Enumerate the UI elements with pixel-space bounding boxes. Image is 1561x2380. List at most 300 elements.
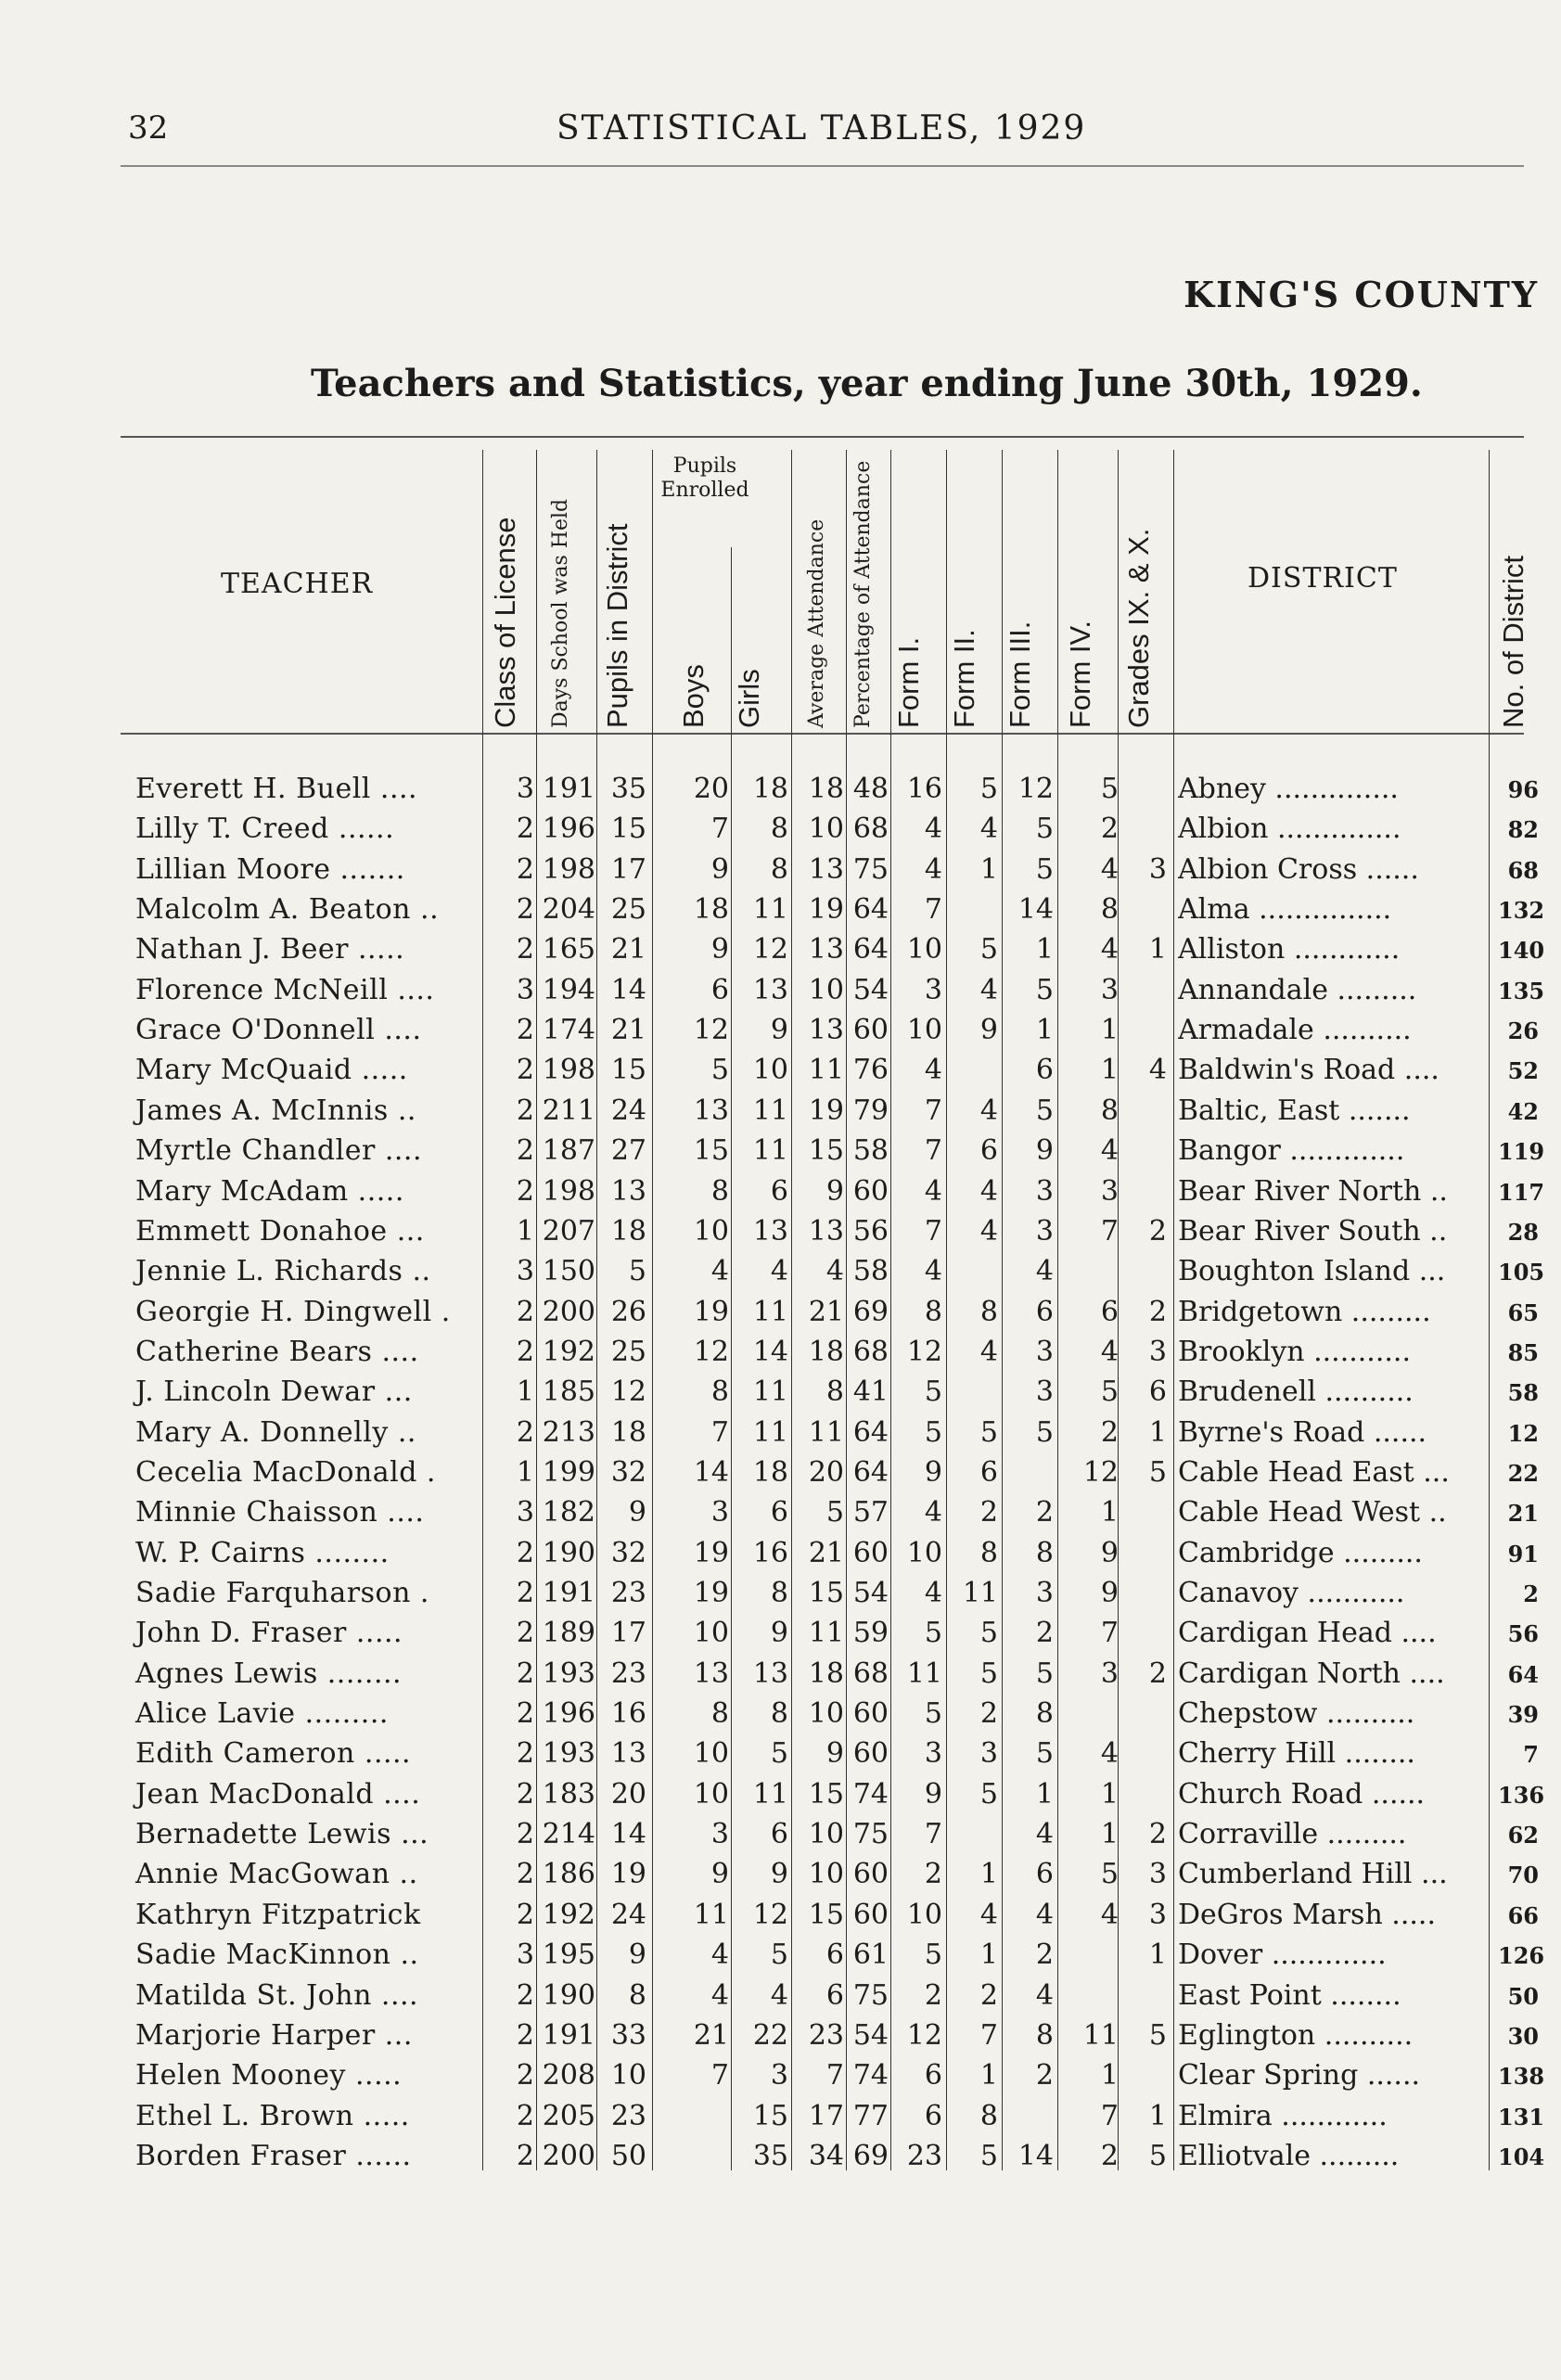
average-attendance-cell: 15	[808, 1134, 844, 1168]
form3-cell: 5	[1035, 813, 1054, 846]
table-row	[0, 1899, 1561, 1939]
form4-cell: 6	[1100, 1295, 1119, 1328]
form3-cell: 1	[1035, 933, 1054, 966]
teacher-name: W. P. Cairns ........	[135, 1536, 390, 1569]
form2-cell: 8	[979, 1295, 998, 1328]
class-of-license-cell: 1	[516, 1376, 534, 1409]
teacher-name: Emmett Donahoe ...	[135, 1214, 425, 1248]
pupils-in-district-cell: 23	[610, 1657, 646, 1690]
teacher-name: Lillian Moore .......	[135, 852, 405, 886]
header-boys: Boys	[677, 664, 710, 728]
form1-cell: 5	[924, 1376, 942, 1409]
girls-cell: 16	[752, 1536, 788, 1569]
table-row	[0, 1175, 1561, 1215]
form2-cell: 5	[979, 1777, 998, 1811]
average-attendance-cell: 5	[825, 1496, 844, 1529]
average-attendance-cell: 18	[808, 1335, 844, 1368]
girls-cell: 4	[770, 1978, 788, 2012]
boys-cell: 13	[693, 1657, 729, 1690]
header-days-school-held: Days School was Held	[549, 498, 572, 728]
form3-cell: 4	[1035, 1898, 1054, 1931]
district-no-cell: 140	[1498, 937, 1545, 965]
average-attendance-cell: 10	[808, 1818, 844, 1851]
girls-cell: 13	[752, 1657, 788, 1690]
district-cell: Cardigan Head ....	[1178, 1617, 1437, 1650]
form4-cell: 4	[1100, 933, 1119, 966]
table-row	[0, 1094, 1561, 1134]
boys-cell: 8	[710, 1697, 729, 1731]
district-no-cell: 28	[1507, 1218, 1539, 1246]
running-title: STATISTICAL TABLES, 1929	[557, 109, 1087, 147]
form4-cell: 3	[1100, 1174, 1119, 1208]
form3-cell: 3	[1035, 1214, 1054, 1248]
teacher-name: Grace O'Donnell ....	[135, 1014, 422, 1047]
pupils-in-district-cell: 23	[610, 2099, 646, 2132]
average-attendance-cell: 13	[808, 852, 844, 886]
district-no-cell: 70	[1507, 1862, 1539, 1889]
form4-cell: 4	[1100, 1335, 1119, 1368]
table-row	[0, 1215, 1561, 1255]
district-cell: Alma ...............	[1178, 893, 1392, 927]
form3-cell: 6	[1035, 1858, 1054, 1891]
pupils-in-district-cell: 21	[610, 933, 646, 966]
teacher-name: Matilda St. John ....	[135, 1978, 419, 2012]
district-no-cell: 64	[1507, 1660, 1539, 1688]
boys-cell: 7	[710, 813, 729, 846]
district-cell: Albion ..............	[1178, 813, 1401, 846]
district-no-cell: 66	[1507, 1901, 1539, 1929]
teacher-name: Lilly T. Creed ......	[135, 813, 395, 846]
district-no-cell: 62	[1507, 1822, 1539, 1849]
percentage-attendance-cell: 74	[852, 2059, 889, 2092]
days-held-cell: 150	[542, 1255, 595, 1288]
form3-cell: 2	[1035, 1617, 1054, 1650]
girls-cell: 18	[752, 1455, 788, 1489]
boys-cell: 9	[710, 852, 729, 886]
form4-cell: 5	[1100, 1376, 1119, 1409]
form1-cell: 6	[924, 2059, 942, 2092]
girls-cell: 11	[752, 1094, 788, 1127]
form2-cell: 4	[979, 813, 998, 846]
form3-cell: 4	[1035, 1818, 1054, 1851]
teacher-name: Everett H. Buell ....	[135, 773, 418, 805]
average-attendance-cell: 8	[825, 1376, 844, 1409]
boys-cell: 4	[710, 1255, 729, 1288]
boys-cell: 18	[693, 893, 729, 927]
form3-cell: 9	[1035, 1134, 1054, 1168]
district-no-cell: 132	[1498, 897, 1545, 925]
days-held-cell: 195	[542, 1939, 595, 1972]
class-of-license-cell: 2	[516, 1737, 534, 1771]
district-no-cell: 42	[1507, 1097, 1539, 1125]
days-held-cell: 192	[542, 1335, 595, 1368]
district-no-cell: 105	[1498, 1259, 1545, 1286]
boys-cell: 13	[693, 1094, 729, 1127]
table-row	[0, 1577, 1561, 1617]
percentage-attendance-cell: 75	[852, 1818, 889, 1851]
pupils-in-district-cell: 9	[628, 1496, 646, 1529]
table-row	[0, 1858, 1561, 1898]
form3-cell: 5	[1035, 973, 1054, 1006]
pupils-in-district-cell: 33	[610, 2018, 646, 2052]
form4-cell: 9	[1100, 1536, 1119, 1569]
girls-cell: 8	[770, 1577, 788, 1609]
form1-cell: 4	[924, 852, 942, 886]
boys-cell: 6	[710, 973, 729, 1006]
average-attendance-cell: 9	[825, 1737, 844, 1771]
days-held-cell: 174	[542, 1014, 595, 1047]
form2-cell: 2	[979, 1496, 998, 1529]
district-no-cell: 91	[1507, 1540, 1539, 1567]
header-form2: Form II.	[948, 629, 980, 728]
form4-cell: 2	[1100, 813, 1119, 846]
form1-cell: 7	[924, 1134, 942, 1168]
girls-cell: 5	[770, 1737, 788, 1771]
header-pupils-enrolled: Pupils Enrolled	[660, 454, 749, 502]
district-cell: DeGros Marsh .....	[1178, 1898, 1436, 1931]
form1-cell: 8	[924, 1295, 942, 1328]
percentage-attendance-cell: 69	[852, 2139, 889, 2172]
pupils-in-district-cell: 16	[610, 1697, 646, 1731]
form3-cell: 4	[1035, 1978, 1054, 2012]
table-top-rule	[121, 436, 1524, 438]
days-held-cell: 165	[542, 933, 595, 966]
percentage-attendance-cell: 68	[852, 1657, 889, 1690]
header-form3: Form III.	[1004, 621, 1036, 728]
girls-cell: 13	[752, 1214, 788, 1248]
boys-cell: 8	[710, 1376, 729, 1409]
district-no-cell: 58	[1507, 1379, 1539, 1407]
form2-cell: 5	[979, 1617, 998, 1650]
class-of-license-cell: 3	[516, 973, 534, 1006]
district-cell: East Point ........	[1178, 1978, 1401, 2012]
form1-cell: 4	[924, 1496, 942, 1529]
class-of-license-cell: 3	[516, 1255, 534, 1288]
grades-cell: 6	[1148, 1376, 1167, 1409]
table-row	[0, 773, 1561, 813]
district-cell: Alliston ............	[1178, 933, 1401, 966]
percentage-attendance-cell: 60	[852, 1174, 889, 1208]
table-subtitle: Teachers and Statistics, year ending June 30th, 1929.	[311, 362, 1423, 405]
teacher-name: Malcolm A. Beaton ..	[135, 893, 440, 927]
days-held-cell: 200	[542, 2139, 595, 2172]
pupils-in-district-cell: 18	[610, 1214, 646, 1248]
teacher-name: Sadie MacKinnon ..	[135, 1939, 419, 1972]
average-attendance-cell: 34	[808, 2139, 844, 2172]
grades-cell: 1	[1148, 2099, 1167, 2132]
percentage-attendance-cell: 60	[852, 1858, 889, 1891]
form4-cell: 12	[1082, 1455, 1119, 1489]
district-cell: Bridgetown .........	[1178, 1295, 1431, 1328]
table-row	[0, 2059, 1561, 2099]
form3-cell: 1	[1035, 1777, 1054, 1811]
table-row	[0, 1416, 1561, 1456]
teacher-name: Annie MacGowan ..	[135, 1858, 418, 1891]
pupils-in-district-cell: 13	[610, 1174, 646, 1208]
district-no-cell: 85	[1507, 1338, 1539, 1366]
district-cell: Abney ..............	[1178, 773, 1399, 805]
boys-cell: 10	[693, 1737, 729, 1771]
table-row	[0, 1737, 1561, 1777]
boys-cell: 9	[710, 933, 729, 966]
teacher-name: Helen Mooney .....	[135, 2059, 403, 2092]
teacher-name: Nathan J. Beer .....	[135, 933, 405, 966]
days-held-cell: 214	[542, 1818, 595, 1851]
form2-cell: 1	[979, 2059, 998, 2092]
form4-cell: 1	[1100, 1777, 1119, 1811]
form2-cell: 4	[979, 973, 998, 1006]
form2-cell: 7	[979, 2018, 998, 2052]
percentage-attendance-cell: 41	[852, 1376, 889, 1409]
district-cell: Cable Head West ..	[1178, 1496, 1447, 1529]
average-attendance-cell: 6	[825, 1978, 844, 2012]
district-cell: Chepstow ..........	[1178, 1697, 1415, 1731]
form3-cell: 2	[1035, 1496, 1054, 1529]
girls-cell: 11	[752, 1376, 788, 1409]
pupils-in-district-cell: 35	[610, 773, 646, 805]
table-row	[0, 933, 1561, 973]
percentage-attendance-cell: 60	[852, 1014, 889, 1047]
class-of-license-cell: 2	[516, 1898, 534, 1931]
form3-cell: 12	[1017, 773, 1054, 805]
form2-cell: 11	[962, 1577, 998, 1609]
boys-cell: 14	[693, 1455, 729, 1489]
district-cell: Cambridge .........	[1178, 1536, 1423, 1569]
pupils-in-district-cell: 32	[610, 1536, 646, 1569]
district-cell: Clear Spring ......	[1178, 2059, 1421, 2092]
table-row	[0, 1657, 1561, 1697]
table-row	[0, 1134, 1561, 1174]
grades-cell: 5	[1148, 2139, 1167, 2172]
form2-cell: 5	[979, 2139, 998, 2172]
percentage-attendance-cell: 75	[852, 1978, 889, 2012]
pupils-in-district-cell: 5	[628, 1255, 646, 1288]
teacher-name: Minnie Chaisson ....	[135, 1496, 425, 1529]
boys-cell: 4	[710, 1978, 729, 2012]
boys-cell: 19	[693, 1577, 729, 1609]
average-attendance-cell: 23	[808, 2018, 844, 2052]
pupils-in-district-cell: 9	[628, 1939, 646, 1972]
average-attendance-cell: 10	[808, 973, 844, 1006]
form1-cell: 6	[924, 2099, 942, 2132]
teacher-name: Florence McNeill ....	[135, 973, 435, 1006]
percentage-attendance-cell: 68	[852, 1335, 889, 1368]
average-attendance-cell: 4	[825, 1255, 844, 1288]
percentage-attendance-cell: 69	[852, 1295, 889, 1328]
average-attendance-cell: 13	[808, 1014, 844, 1047]
average-attendance-cell: 15	[808, 1577, 844, 1609]
header-grades: Grades IX. & X.	[1122, 528, 1155, 728]
table-row	[0, 1537, 1561, 1577]
table-row	[0, 1456, 1561, 1496]
pupils-in-district-cell: 25	[610, 893, 646, 927]
district-cell: Church Road ......	[1178, 1777, 1426, 1811]
form4-cell: 1	[1100, 2059, 1119, 2092]
grades-cell: 5	[1148, 2018, 1167, 2052]
grades-cell: 1	[1148, 1939, 1167, 1972]
percentage-attendance-cell: 64	[852, 1455, 889, 1489]
class-of-license-cell: 3	[516, 773, 534, 805]
form2-cell: 4	[979, 1214, 998, 1248]
header-form1: Form I.	[892, 636, 925, 728]
pupils-in-district-cell: 14	[610, 973, 646, 1006]
class-of-license-cell: 2	[516, 1536, 534, 1569]
grades-cell: 3	[1148, 1858, 1167, 1891]
form2-cell: 4	[979, 1174, 998, 1208]
average-attendance-cell: 15	[808, 1898, 844, 1931]
district-no-cell: 26	[1507, 1017, 1539, 1045]
teacher-name: John D. Fraser .....	[135, 1617, 403, 1650]
district-no-cell: 104	[1498, 2143, 1545, 2170]
form1-cell: 4	[924, 1255, 942, 1288]
form2-cell: 3	[979, 1737, 998, 1771]
percentage-attendance-cell: 48	[852, 773, 889, 805]
district-cell: Bangor .............	[1178, 1134, 1405, 1168]
teacher-name: Borden Fraser ......	[135, 2139, 412, 2172]
form1-cell: 23	[906, 2139, 942, 2172]
form1-cell: 16	[906, 773, 942, 805]
form4-cell: 1	[1100, 1818, 1119, 1851]
form3-cell: 3	[1035, 1577, 1054, 1609]
form4-cell: 1	[1100, 1054, 1119, 1087]
form3-cell: 5	[1035, 1415, 1054, 1449]
form2-cell: 4	[979, 1094, 998, 1127]
days-held-cell: 193	[542, 1657, 595, 1690]
district-no-cell: 30	[1507, 2022, 1539, 2050]
district-no-cell: 22	[1507, 1459, 1539, 1487]
class-of-license-cell: 2	[516, 1054, 534, 1087]
boys-cell: 12	[693, 1014, 729, 1047]
boys-cell: 12	[693, 1335, 729, 1368]
header-district-no: No. of District	[1497, 555, 1529, 728]
form4-cell: 8	[1100, 1094, 1119, 1127]
teacher-name: Agnes Lewis ........	[135, 1657, 403, 1690]
district-no-cell: 131	[1498, 2103, 1545, 2130]
class-of-license-cell: 2	[516, 1335, 534, 1368]
grades-cell: 2	[1148, 1295, 1167, 1328]
percentage-attendance-cell: 64	[852, 933, 889, 966]
form2-cell: 4	[979, 1335, 998, 1368]
form4-cell: 5	[1100, 773, 1119, 805]
days-held-cell: 183	[542, 1777, 595, 1811]
district-cell: Elliotvale .........	[1178, 2139, 1400, 2172]
form3-cell: 8	[1035, 1536, 1054, 1569]
percentage-attendance-cell: 59	[852, 1617, 889, 1650]
average-attendance-cell: 13	[808, 933, 844, 966]
teacher-name: Mary McAdam .....	[135, 1174, 404, 1208]
form1-cell: 5	[924, 1939, 942, 1972]
district-cell: Corraville .........	[1178, 1818, 1407, 1851]
district-no-cell: 56	[1507, 1620, 1539, 1648]
form2-cell: 4	[979, 1898, 998, 1931]
pupils-in-district-cell: 50	[610, 2139, 646, 2172]
table-row	[0, 813, 1561, 852]
form3-cell: 14	[1017, 2139, 1054, 2172]
girls-cell: 18	[752, 773, 788, 805]
form2-cell: 5	[979, 773, 998, 805]
district-cell: Elmira ............	[1178, 2099, 1388, 2132]
teacher-name: Kathryn Fitzpatrick	[135, 1898, 421, 1931]
teacher-name: Alice Lavie .........	[135, 1697, 389, 1731]
form2-cell: 2	[979, 1978, 998, 2012]
average-attendance-cell: 7	[825, 2059, 844, 2092]
boys-cell: 9	[710, 1858, 729, 1891]
days-held-cell: 193	[542, 1737, 595, 1771]
average-attendance-cell: 21	[808, 1295, 844, 1328]
average-attendance-cell: 17	[808, 2099, 844, 2132]
pupils-in-district-cell: 14	[610, 1818, 646, 1851]
class-of-license-cell: 2	[516, 1415, 534, 1449]
girls-cell: 9	[770, 1617, 788, 1650]
form3-cell: 8	[1035, 1697, 1054, 1731]
district-no-cell: 117	[1498, 1178, 1545, 1206]
table-row	[0, 1014, 1561, 1054]
percentage-attendance-cell: 60	[852, 1737, 889, 1771]
days-held-cell: 191	[542, 773, 595, 805]
class-of-license-cell: 2	[516, 1174, 534, 1208]
boys-cell: 10	[693, 1617, 729, 1650]
days-held-cell: 199	[542, 1455, 595, 1489]
header-average-attendance: Average Attendance	[805, 518, 828, 728]
table-row	[0, 2100, 1561, 2140]
class-of-license-cell: 2	[516, 933, 534, 966]
form3-cell: 6	[1035, 1295, 1054, 1328]
form2-cell: 2	[979, 1697, 998, 1731]
percentage-attendance-cell: 76	[852, 1054, 889, 1087]
table-row	[0, 974, 1561, 1014]
grades-cell: 4	[1148, 1054, 1167, 1087]
form1-cell: 11	[906, 1657, 942, 1690]
form3-cell: 2	[1035, 1939, 1054, 1972]
teacher-name: Catherine Bears ....	[135, 1335, 419, 1368]
form2-cell: 1	[979, 852, 998, 886]
teacher-name: Jean MacDonald ....	[135, 1777, 421, 1811]
boys-cell: 7	[710, 2059, 729, 2092]
percentage-attendance-cell: 54	[852, 1577, 889, 1609]
grades-cell: 3	[1148, 1335, 1167, 1368]
class-of-license-cell: 2	[516, 1858, 534, 1891]
page-number: 32	[128, 109, 169, 147]
form1-cell: 5	[924, 1697, 942, 1731]
header-class-of-license: Class of License	[489, 517, 521, 728]
boys-cell: 20	[693, 773, 729, 805]
form4-cell: 3	[1100, 1657, 1119, 1690]
district-no-cell: 96	[1507, 776, 1539, 803]
days-held-cell: 208	[542, 2059, 595, 2092]
pupils-in-district-cell: 17	[610, 852, 646, 886]
district-cell: Brooklyn ...........	[1178, 1335, 1411, 1368]
girls-cell: 10	[752, 1054, 788, 1087]
header-girls: Girls	[733, 669, 765, 728]
girls-cell: 12	[752, 933, 788, 966]
girls-cell: 9	[770, 1858, 788, 1891]
days-held-cell: 211	[542, 1094, 595, 1127]
grades-cell: 1	[1148, 1415, 1167, 1449]
form4-cell: 7	[1100, 1214, 1119, 1248]
form3-cell: 5	[1035, 1737, 1054, 1771]
pupils-in-district-cell: 24	[610, 1898, 646, 1931]
grades-cell: 3	[1148, 1898, 1167, 1931]
percentage-attendance-cell: 61	[852, 1939, 889, 1972]
boys-cell: 3	[710, 1496, 729, 1529]
pupils-in-district-cell: 17	[610, 1617, 646, 1650]
girls-cell: 9	[770, 1014, 788, 1047]
class-of-license-cell: 2	[516, 1617, 534, 1650]
girls-cell: 6	[770, 1174, 788, 1208]
percentage-attendance-cell: 64	[852, 1415, 889, 1449]
form1-cell: 7	[924, 1094, 942, 1127]
form4-cell: 4	[1100, 1737, 1119, 1771]
